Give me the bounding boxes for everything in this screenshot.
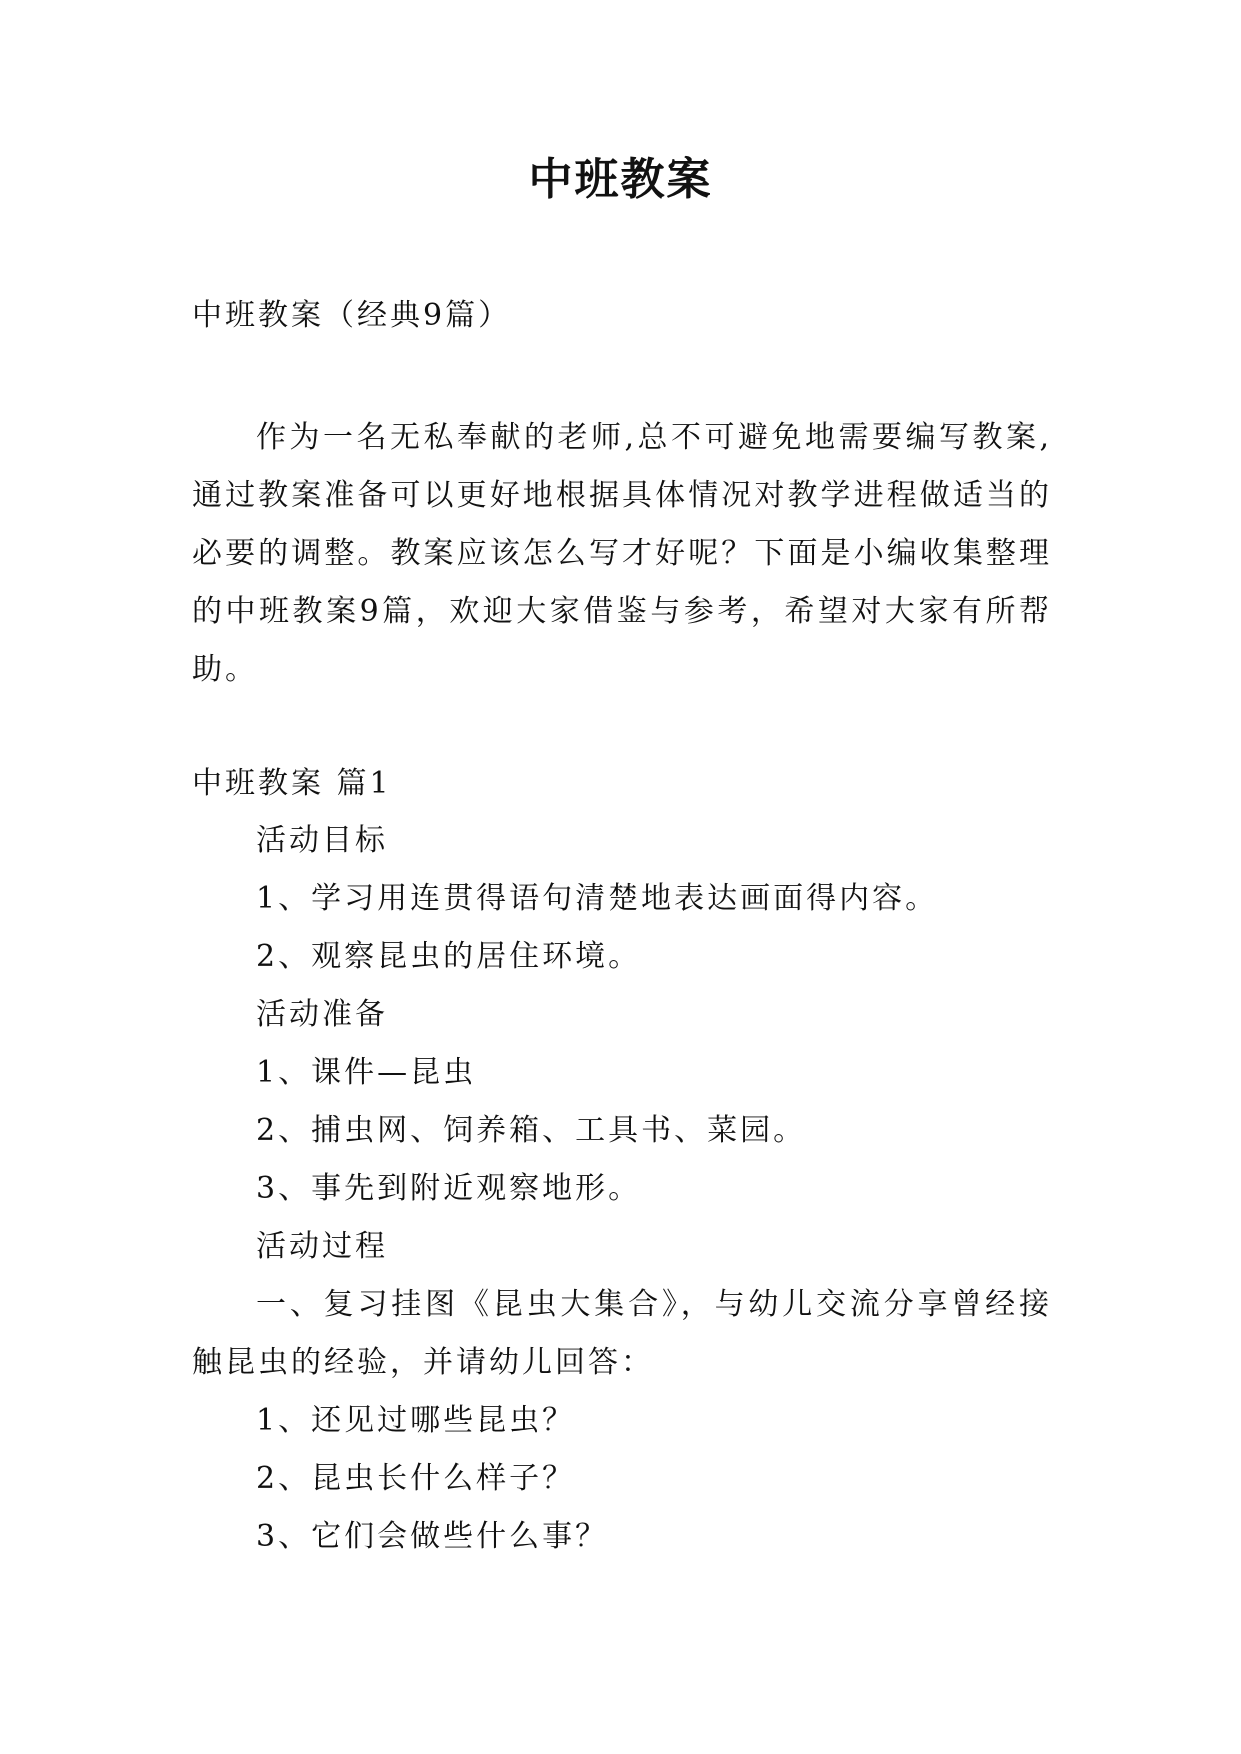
goal-item-2: 2、观察昆虫的居住环境。: [256, 939, 642, 974]
heading-activity-process: 活动过程: [256, 1229, 388, 1264]
preparation-item-2: 2、捕虫网、饲养箱、工具书、菜园。: [256, 1113, 807, 1148]
heading-activity-goals: 活动目标: [256, 823, 388, 858]
intro-paragraph: 作为一名无私奉献的老师,总不可避免地需要编写教案,通过教案准备可以更好地根据具体情况对教学进程做适当的必要的调整。教案应该怎么写才好呢？下面是小编收集整理的中班教案9篇，欢迎大家借鉴与参考，希望对大家有所帮助。: [192, 420, 1052, 687]
question-item-3: 3、它们会做些什么事？: [256, 1519, 609, 1554]
section-heading: 中班教案 篇1: [192, 766, 392, 801]
process-step-1: 一、复习挂图《昆虫大集合》，与幼儿交流分享曾经接触昆虫的经验，并请幼儿回答：: [192, 1287, 1052, 1380]
document-subtitle: 中班教案（经典9篇）: [192, 298, 512, 333]
preparation-item-1: 1、课件—昆虫: [256, 1055, 477, 1090]
heading-activity-preparation: 活动准备: [256, 997, 388, 1032]
preparation-item-3: 3、事先到附近观察地形。: [256, 1171, 642, 1206]
document-title: 中班教案: [528, 154, 713, 205]
question-item-1: 1、还见过哪些昆虫？: [256, 1403, 576, 1438]
goal-item-1: 1、学习用连贯得语句清楚地表达画面得内容。: [256, 881, 939, 916]
question-item-2: 2、昆虫长什么样子？: [256, 1461, 576, 1496]
lesson-content: [192, 812, 1052, 1566]
